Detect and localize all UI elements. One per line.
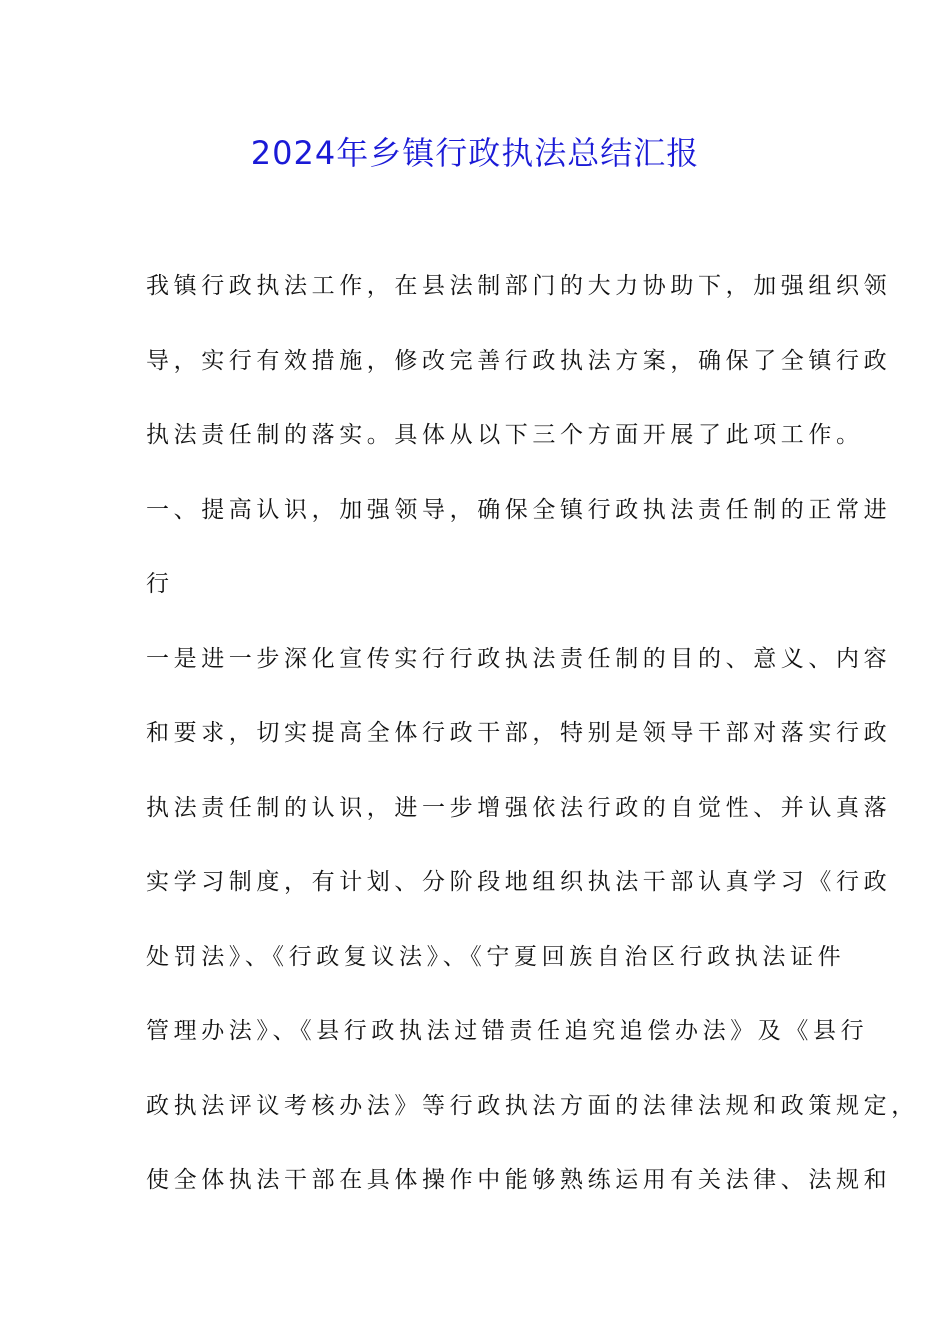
body-line: 处罚法》、《行政复议法》、《宁夏回族自治区行政执法证件	[146, 943, 846, 970]
body-line: 和要求，切实提高全体行政干部，特别是领导干部对落实行政	[146, 720, 892, 746]
document-body	[146, 261, 919, 1230]
document-title: 2024年乡镇行政执法总结汇报	[250, 134, 700, 172]
section-heading-line: 行	[146, 571, 174, 597]
body-line: 政执法评议考核办法》等行政执法方面的法律法规和政策规定，	[146, 1092, 919, 1119]
body-line: 管理办法》、《县行政执法过错责任追究追偿办法》及《县行	[146, 1018, 869, 1044]
section-heading-line: 一、提高认识，加强领导，确保全镇行政执法责任制的正常进	[146, 496, 892, 523]
body-line: 导，实行有效措施，修改完善行政执法方案，确保了全镇行政	[146, 347, 892, 374]
body-line: 实学习制度，有计划、分阶段地组织执法干部认真学习《行政	[146, 869, 892, 895]
body-line: 执法责任制的认识，进一步增强依法行政的自觉性、并认真落	[146, 794, 892, 821]
body-line: 执法责任制的落实。具体从以下三个方面开展了此项工作。	[146, 422, 864, 448]
body-line: 使全体执法干部在具体操作中能够熟练运用有关法律、法规和	[146, 1167, 892, 1193]
body-line: 一是进一步深化宣传实行行政执法责任制的目的、意义、内容	[146, 645, 892, 672]
body-line: 我镇行政执法工作，在县法制部门的大力协助下，加强组织领	[146, 273, 892, 299]
